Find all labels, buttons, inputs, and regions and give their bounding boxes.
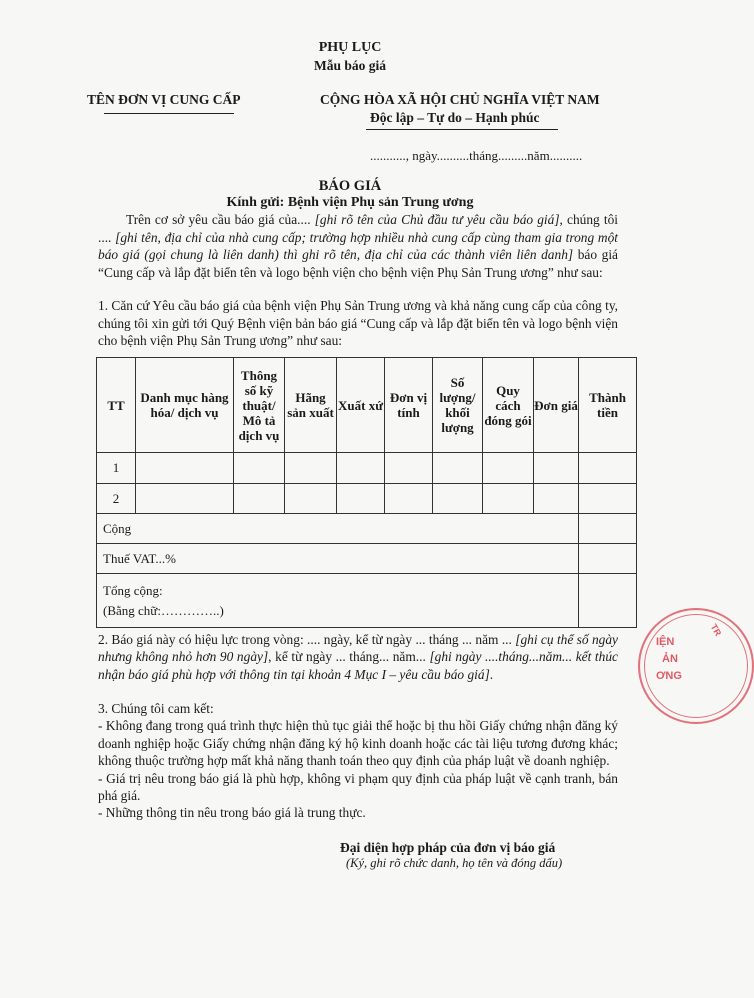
grand-total-label: Tổng cộng:: [103, 582, 163, 598]
red-stamp: [638, 608, 754, 724]
date-line: ..........., ngày..........tháng.........năm..........: [370, 148, 583, 163]
header-price: Đơn giá: [534, 358, 579, 453]
header-total: Thành tiền: [579, 358, 637, 453]
vat-label: Thuế VAT...%: [97, 544, 579, 574]
table-row: [97, 453, 637, 484]
intro-text-2: , chúng tôi ....: [98, 212, 618, 245]
appendix-subtitle: Mẫu báo giá: [313, 58, 386, 73]
table-header-row: [97, 358, 637, 453]
validity-text-2: , kể từ ngày ... tháng... năm...: [268, 649, 430, 665]
intro-placeholder-investor: [ghi rõ tên của Chủ đầu tư yêu cầu báo giá]: [314, 212, 560, 227]
quote-title: BÁO GIÁ: [318, 178, 382, 194]
quote-table: [96, 357, 637, 628]
header-origin: Xuất xứ: [337, 358, 385, 453]
header-pack: Quy cách đóng gói: [483, 358, 534, 453]
stamp-text: ƠNG: [656, 670, 682, 682]
grand-total-cell: [97, 574, 579, 628]
point-1: 1. Căn cứ Yêu cầu báo giá của bệnh viện Phụ Sản Trung ương và khả năng cung cấp của công ty, chúng tôi xin gửi tới Quý Bệnh viện bản báo giá “Cung cấp và lắp đặt biển tên và logo bệnh viện cho bệnh viện Phụ Sản Trung ương” như sau:: [98, 298, 618, 349]
supplier-underline: [104, 113, 234, 114]
point-2: [98, 631, 618, 683]
header-unit: Đơn vị tính: [385, 358, 433, 453]
validity-text-3: .: [489, 666, 494, 682]
commitment-item: - Giá trị nêu trong báo giá là phù hợp, không vi phạm quy định của pháp luật về cạnh tranh, bán phá giá.: [98, 770, 618, 804]
subtotal-row: [97, 514, 637, 544]
validity-placeholder-days: [ghi cụ thể số ngày nhưng không nhỏ hơn 90 ngày]: [98, 632, 618, 665]
vat-row: [97, 544, 637, 574]
header-qty: Số lượng/ khối lượng: [433, 358, 483, 453]
header-spec: Thông số kỹ thuật/ Mô tả dịch vụ: [234, 358, 285, 453]
row-number: 1: [97, 453, 136, 484]
stamp-text: TR: [708, 622, 724, 638]
supplier-name: TÊN ĐƠN VỊ CUNG CẤP: [87, 92, 241, 107]
recipient: Kính gửi: Bệnh viện Phụ sản Trung ương: [226, 195, 474, 210]
header-maker: Hãng sản xuất: [285, 358, 337, 453]
intro-paragraph: [98, 211, 618, 281]
appendix-title: PHỤ LỤC: [318, 40, 382, 55]
commitment-item: - Không đang trong quá trình thực hiện thủ tục giải thể hoặc bị thu hồi Giấy chứng nhận đăng ký doanh nghiệp hoặc Giấy chứng nhận đăng ký hộ kinh doanh hoặc các tài liệu tương đương khác; không thuộc trường hợp mất khả năng thanh toán theo quy định của pháp luật về doanh nghiệp.: [98, 718, 618, 769]
intro-text-1: Trên cơ sở yêu cầu báo giá của....: [126, 212, 315, 227]
amount-in-words: (Bằng chữ:…………..): [103, 602, 224, 618]
grand-total-row: [97, 574, 637, 628]
validity-text-1: 2. Báo giá này có hiệu lực trong vòng: .... ngày, kể từ ngày ... tháng ... năm ...: [98, 632, 516, 647]
signature-note: (Ký, ghi rõ chức danh, họ tên và đóng dấu): [346, 856, 563, 870]
intro-placeholder-supplier: [ghi tên, địa chỉ của nhà cung cấp; trường hợp nhiều nhà cung cấp cùng tham gia trong một báo giá (gọi chung là liên danh) thì ghi rõ tên, địa chỉ của các thành viên liên danh]: [98, 229, 618, 263]
validity-placeholder-date: [ghi ngày ....tháng...năm... kết thúc nhận báo giá phù hợp với thông tin tại khoản 4 Mục I – yêu cầu báo giá]: [98, 649, 618, 682]
stamp-text: IỆN: [656, 636, 675, 648]
subtotal-label: Cộng: [97, 514, 579, 544]
commitment-item: - Những thông tin nêu trong báo giá là trung thực.: [98, 805, 366, 821]
header-item: Danh mục hàng hóa/ dịch vụ: [136, 358, 234, 453]
header-tt: TT: [97, 358, 136, 453]
motto: Độc lập – Tự do – Hạnh phúc: [370, 110, 540, 125]
intro-text-3: báo giá “Cung cấp và lắp đặt biển tên và logo bệnh viện cho bệnh viện Phụ Sản Trung ương” như sau:: [98, 247, 618, 280]
commitment-title: 3. Chúng tôi cam kết:: [98, 701, 214, 716]
row-number: 2: [97, 484, 136, 514]
stamp-text: ẢN: [662, 653, 678, 665]
republic-title: CỘNG HÒA XÃ HỘI CHỦ NGHĨA VIỆT NAM: [320, 92, 600, 107]
table-row: [97, 484, 637, 514]
point-3: [98, 700, 618, 822]
signature-title: Đại diện hợp pháp của đơn vị báo giá: [340, 840, 556, 855]
motto-underline: [366, 129, 558, 130]
